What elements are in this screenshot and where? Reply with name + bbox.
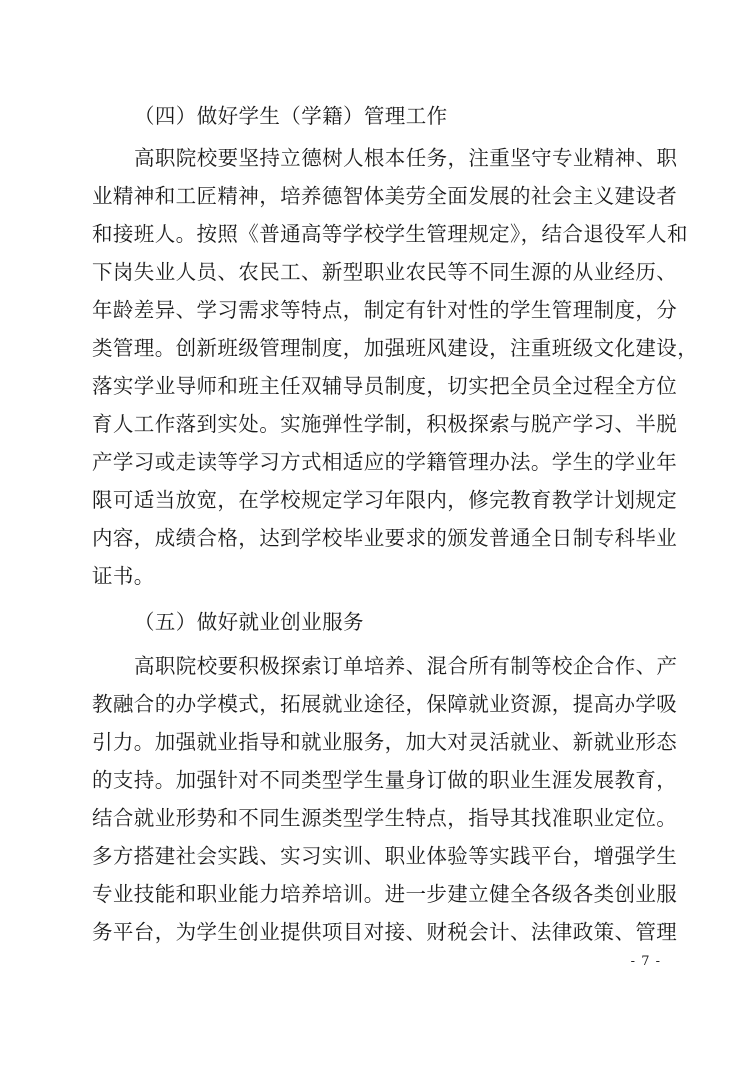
paragraph-line: 限可适当放宽，在学校规定学习年限内，修完教育教学计划规定 xyxy=(92,488,678,512)
paragraph-line: 证书。 xyxy=(92,564,155,588)
paragraph-line: 高职院校要坚持立德树人根本任务，注重坚守专业精神、职 xyxy=(134,146,678,170)
paragraph-line: 年龄差异、学习需求等特点，制定有针对性的学生管理制度，分 xyxy=(92,298,678,322)
paragraph-line: 多方搭建社会实践、实习实训、职业体验等实践平台，增强学生 xyxy=(92,844,678,868)
section-5-heading: （五）做好就业创业服务 xyxy=(134,610,364,634)
paragraph-line: 务平台，为学生创业提供项目对接、财税会计、法律政策、管理 xyxy=(92,920,678,944)
paragraph-line: 下岗失业人员、农民工、新型职业农民等不同生源的从业经历、 xyxy=(92,260,678,284)
paragraph-line: 业精神和工匠精神，培养德智体美劳全面发展的社会主义建设者 xyxy=(92,184,678,208)
paragraph-line: 育人工作落到实处。实施弹性学制，积极探索与脱产学习、半脱 xyxy=(92,412,678,436)
paragraph-line: 高职院校要积极探索订单培养、混合所有制等校企合作、产 xyxy=(134,654,678,678)
paragraph-line: 落实学业导师和班主任双辅导员制度，切实把全员全过程全方位 xyxy=(92,374,678,398)
paragraph-line: 的支持。加强针对不同类型学生量身订做的职业生涯发展教育， xyxy=(92,768,678,792)
page-number: - 7 - xyxy=(630,954,661,969)
paragraph-line: 引力。加强就业指导和就业服务，加大对灵活就业、新就业形态 xyxy=(92,730,678,754)
paragraph-line: 教融合的办学模式，拓展就业途径，保障就业资源，提高办学吸 xyxy=(92,692,678,716)
section-4-heading: （四）做好学生（学籍）管理工作 xyxy=(134,104,448,128)
paragraph-line: 结合就业形势和不同生源类型学生特点，指导其找准职业定位。 xyxy=(92,806,678,830)
paragraph-line: 和接班人。按照《普通高等学校学生管理规定》，结合退役军人和 xyxy=(92,222,688,246)
paragraph-line: 专业技能和职业能力培养培训。进一步建立健全各级各类创业服 xyxy=(92,882,678,906)
paragraph-line: 产学习或走读等学习方式相适应的学籍管理办法。学生的学业年 xyxy=(92,450,678,474)
paragraph-line: 类管理。创新班级管理制度，加强班风建设，注重班级文化建设， xyxy=(92,336,699,360)
paragraph-line: 内容，成绩合格，达到学校毕业要求的颁发普通全日制专科毕业 xyxy=(92,526,678,550)
